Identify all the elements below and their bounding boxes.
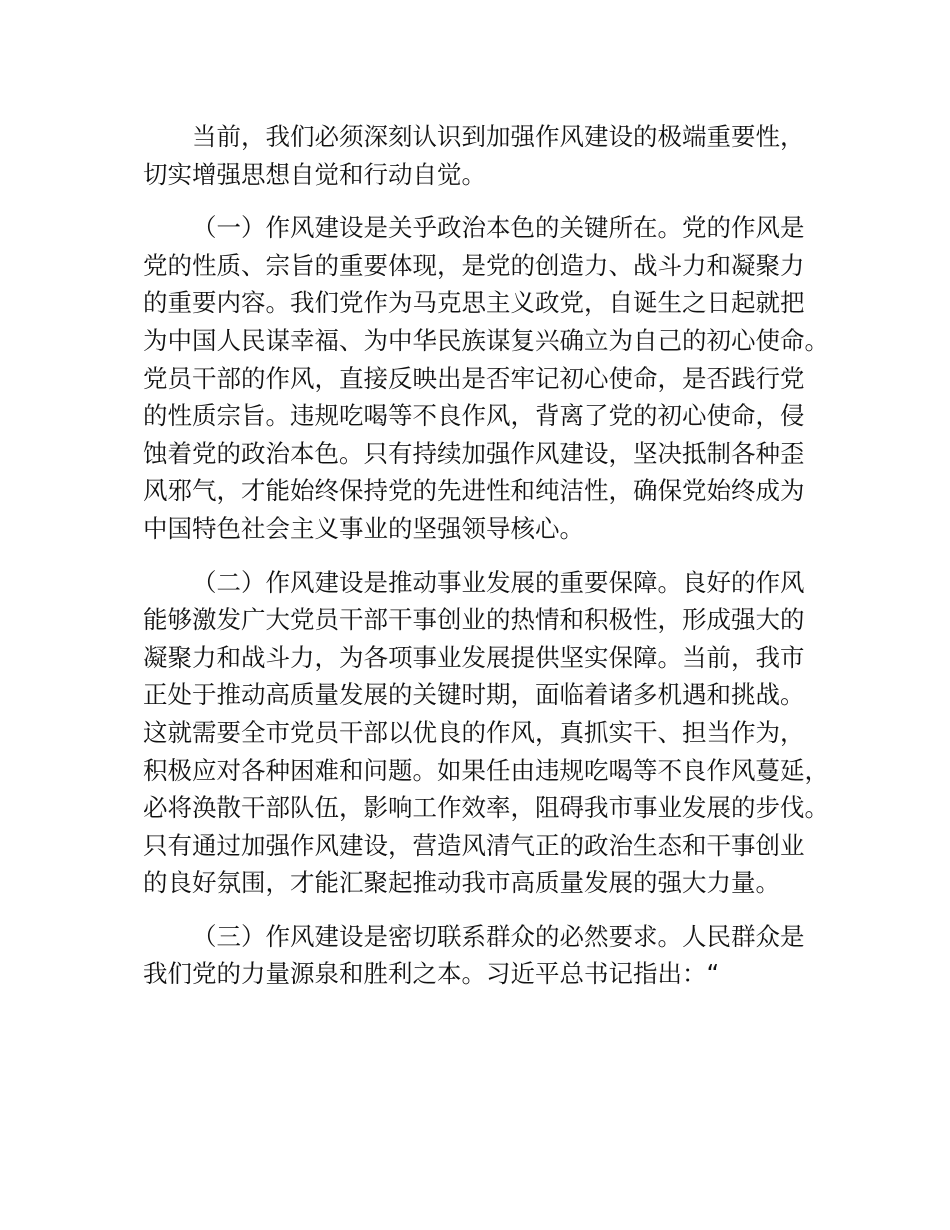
- text-line: 我们党的力量源泉和胜利之本。习近平总书记指出：“: [143, 959, 720, 989]
- text-line: 的性质宗旨。违规吃喝等不良作风，背离了党的初心使命，侵: [143, 401, 805, 431]
- text-line: 蚀着党的政治本色。只有持续加强作风建设，坚决抵制各种歪: [143, 438, 805, 468]
- text-line: 这就需要全市党员干部以优良的作风，真抓实干、担当作为，: [143, 717, 805, 747]
- text-line: 风邪气，才能始终保持党的先进性和纯洁性，确保党始终成为: [143, 476, 805, 506]
- text-line: 只有通过加强作风建设，营造风清气正的政治生态和干事创业: [143, 830, 805, 860]
- paragraph-section-3: [143, 918, 833, 993]
- text-line: 中国特色社会主义事业的坚强领导核心。: [143, 513, 584, 543]
- paragraph-intro: [143, 118, 833, 193]
- text-line: 为中国人民谋幸福、为中华民族谋复兴确立为自己的初心使命。: [143, 325, 829, 355]
- text-line: 能够激发广大党员干部干事创业的热情和积极性，形成强大的: [143, 605, 805, 635]
- text-line: 积极应对各种困难和问题。如果任由违规吃喝等不良作风蔓延，: [143, 755, 829, 785]
- text-line: （三）作风建设是密切联系群众的必然要求。人民群众是: [192, 921, 805, 951]
- text-line: 切实增强思想自觉和行动自觉。: [143, 159, 486, 189]
- text-line: （一）作风建设是关乎政治本色的关键所在。党的作风是: [192, 213, 805, 243]
- text-line: 的重要内容。我们党作为马克思主义政党，自诞生之日起就把: [143, 288, 805, 318]
- paragraph-section-1: [143, 209, 833, 547]
- text-line: 党员干部的作风，直接反映出是否牢记初心使命，是否践行党: [143, 363, 805, 393]
- text-line: 正处于推动高质量发展的关键时期，面临着诸多机遇和挑战。: [143, 680, 805, 710]
- text-line: 必将涣散干部队伍，影响工作效率，阻碍我市事业发展的步伐。: [143, 793, 829, 823]
- paragraph-section-2: [143, 564, 833, 902]
- text-line: 当前，我们必须深刻认识到加强作风建设的极端重要性，: [192, 122, 805, 151]
- text-line: 的良好氛围，才能汇聚起推动我市高质量发展的强大力量。: [143, 868, 780, 898]
- text-line: （二）作风建设是推动事业发展的重要保障。良好的作风: [192, 567, 805, 597]
- document-body: [143, 118, 833, 1009]
- text-line: 凝聚力和战斗力，为各项事业发展提供坚实保障。当前，我市: [143, 642, 805, 672]
- text-line: 党的性质、宗旨的重要体现，是党的创造力、战斗力和凝聚力: [143, 250, 805, 280]
